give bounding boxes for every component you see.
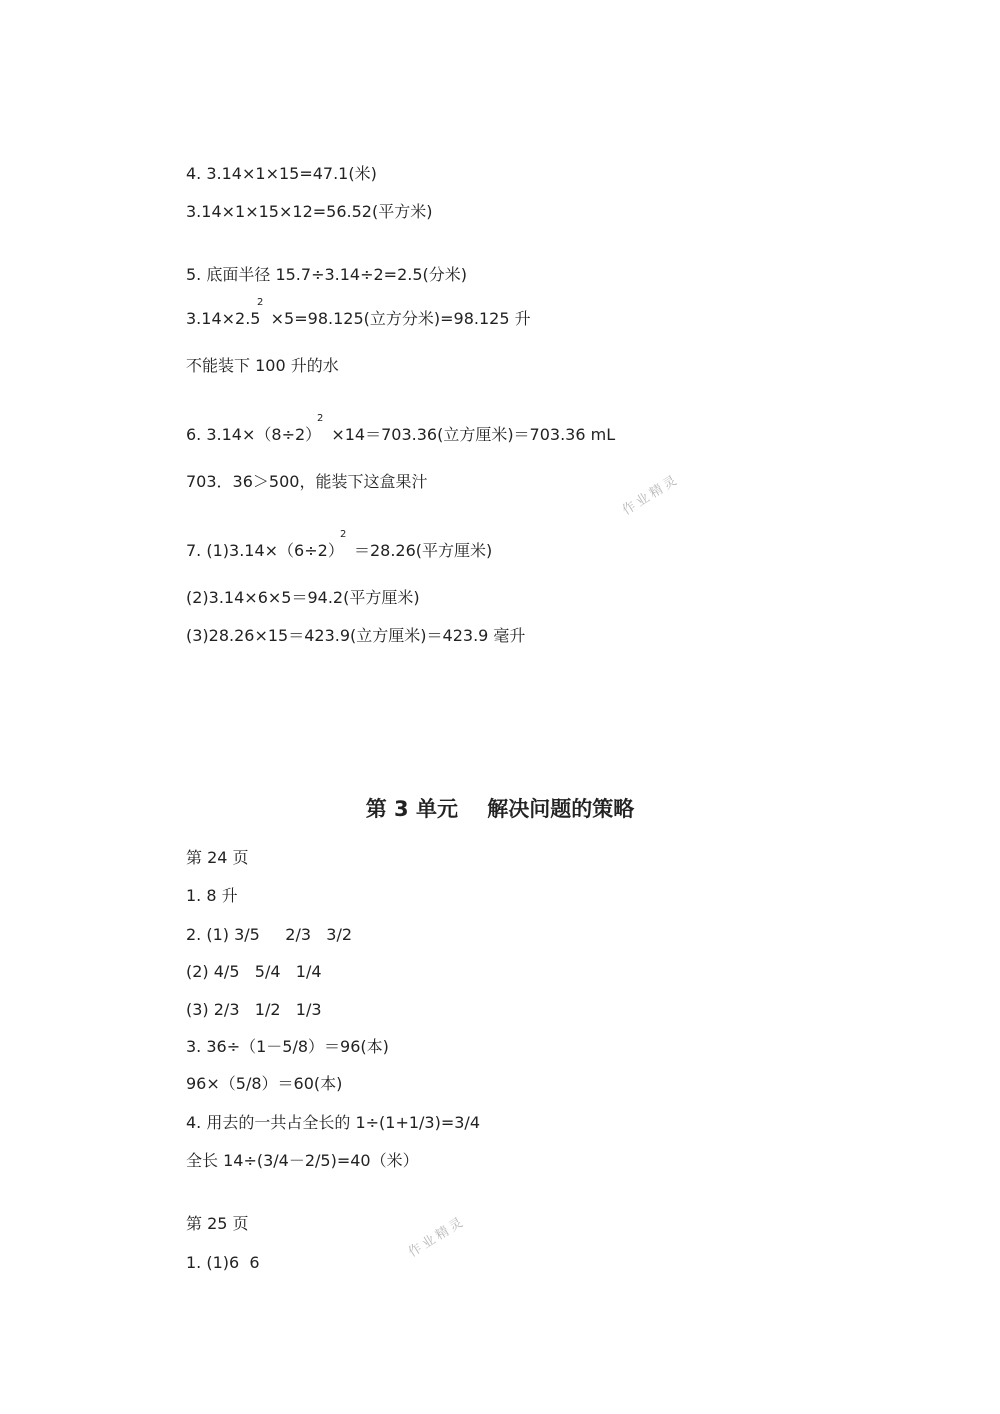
superscript: 2: [340, 529, 347, 540]
answer-line: (2)3.14×6×5＝94.2(平方厘米): [186, 588, 420, 607]
answer-line: 3.14×1×15×12=56.52(平方米): [186, 202, 433, 221]
page-reference: 第 25 页: [186, 1214, 249, 1233]
answer-line: (3) 2/3 1/2 1/3: [186, 1000, 322, 1019]
answer-line: 3. 36÷（1－5/8）＝96(本): [186, 1037, 389, 1056]
answer-line: 4. 3.14×1×15=47.1(米): [186, 164, 377, 183]
answer-line: 5. 底面半径 15.7÷3.14÷2=2.5(分米): [186, 265, 468, 284]
answer-line: 96×（5/8）＝60(本): [186, 1074, 343, 1093]
answer-line: 2. (1) 3/5 2/3 3/2: [186, 925, 353, 944]
superscript: 2: [317, 413, 324, 424]
answer-line: 全长 14÷(3/4－2/5)=40（米）: [186, 1151, 419, 1170]
answer-line: 703．36＞500，能装下这盒果汁: [186, 472, 428, 491]
superscript: 2: [257, 297, 264, 308]
answer-line: 4. 用去的一共占全长的 1÷(1+1/3)=3/4: [186, 1113, 481, 1132]
watermark: 作业精灵: [405, 1213, 469, 1261]
answer-line: 6. 3.14×（8÷2） ×14＝703.36(立方厘米)＝703.36 mL: [186, 425, 616, 444]
watermark: 作业精灵: [619, 471, 683, 519]
page-reference: 第 24 页: [186, 848, 249, 867]
answer-line: 3.14×2.5 ×5=98.125(立方分米)=98.125 升: [186, 309, 531, 328]
answer-line: 7. (1)3.14×（6÷2） ＝28.26(平方厘米): [186, 541, 493, 560]
answer-line: 不能装下 100 升的水: [186, 356, 339, 375]
answer-line: (2) 4/5 5/4 1/4: [186, 962, 322, 981]
answer-line: 1. (1)6 6: [186, 1253, 260, 1272]
answer-line: (3)28.26×15＝423.9(立方厘米)＝423.9 毫升: [186, 626, 526, 645]
answer-line: 1. 8 升: [186, 886, 238, 905]
section-heading: 第 3 单元 解决问题的策略: [365, 797, 635, 821]
